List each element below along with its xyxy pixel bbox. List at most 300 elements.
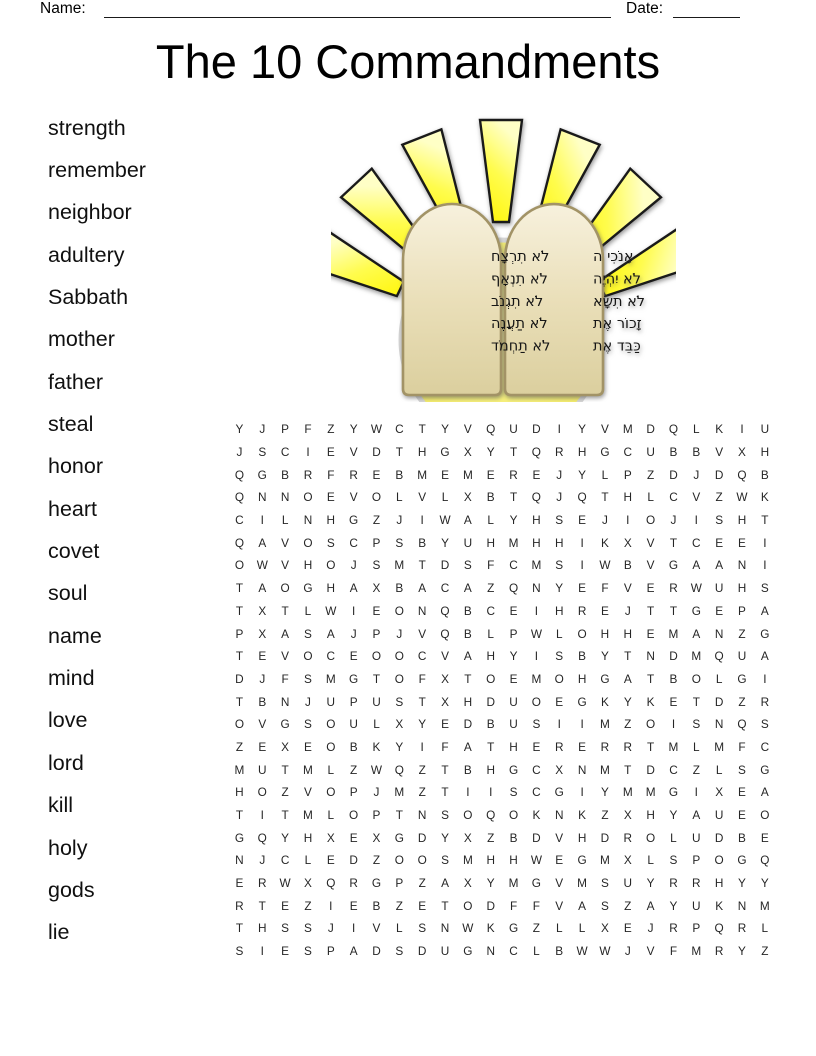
- grid-cell-r23c15[interactable]: L: [555, 921, 563, 936]
- grid-cell-r7c18[interactable]: B: [623, 558, 632, 573]
- grid-cell-r15c15[interactable]: R: [554, 739, 564, 754]
- grid-cell-r2c2[interactable]: S: [258, 445, 267, 460]
- grid-cell-r16c19[interactable]: D: [646, 762, 655, 777]
- grid-cell-r22c9[interactable]: E: [418, 898, 427, 913]
- grid-cell-r22c23[interactable]: N: [737, 898, 747, 913]
- grid-cell-r14c22[interactable]: N: [714, 717, 724, 732]
- grid-cell-r6c13[interactable]: M: [508, 535, 519, 550]
- grid-cell-r14c3[interactable]: G: [280, 717, 290, 732]
- grid-cell-r11c13[interactable]: Y: [509, 649, 518, 664]
- grid-cell-r14c17[interactable]: M: [600, 717, 610, 732]
- grid-cell-r13c10[interactable]: X: [441, 694, 449, 709]
- grid-cell-r5c11[interactable]: A: [463, 513, 472, 528]
- grid-cell-r13c3[interactable]: N: [280, 694, 290, 709]
- grid-cell-r4c23[interactable]: W: [736, 490, 748, 505]
- grid-cell-r20c21[interactable]: P: [692, 853, 701, 868]
- grid-cell-r6c11[interactable]: U: [463, 535, 473, 550]
- grid-cell-r5c7[interactable]: Z: [372, 513, 381, 528]
- grid-cell-r13c2[interactable]: B: [258, 694, 267, 709]
- grid-cell-r21c2[interactable]: R: [258, 876, 267, 891]
- grid-cell-r7c17[interactable]: W: [599, 558, 611, 573]
- grid-cell-r12c10[interactable]: X: [441, 671, 449, 686]
- grid-cell-r24c14[interactable]: L: [533, 944, 540, 959]
- grid-cell-r6c3[interactable]: V: [281, 535, 290, 550]
- grid-cell-r24c24[interactable]: Z: [761, 944, 769, 959]
- grid-cell-r17c16[interactable]: I: [580, 785, 584, 800]
- grid-cell-r1c14[interactable]: D: [532, 422, 541, 437]
- grid-cell-r11c9[interactable]: C: [417, 649, 427, 664]
- grid-cell-r17c20[interactable]: G: [668, 785, 679, 800]
- grid-cell-r5c20[interactable]: J: [670, 513, 677, 528]
- grid-cell-r6c7[interactable]: P: [372, 535, 381, 550]
- grid-cell-r11c11[interactable]: A: [463, 649, 472, 664]
- grid-cell-r14c16[interactable]: I: [580, 717, 584, 732]
- grid-cell-r6c24[interactable]: I: [763, 535, 767, 550]
- grid-cell-r1c20[interactable]: Q: [668, 422, 679, 437]
- grid-cell-r6c19[interactable]: V: [646, 535, 655, 550]
- grid-cell-r16c8[interactable]: Q: [394, 762, 404, 777]
- grid-cell-r9c24[interactable]: A: [760, 603, 769, 618]
- grid-cell-r19c12[interactable]: Z: [487, 830, 495, 845]
- grid-cell-r13c14[interactable]: O: [531, 694, 541, 709]
- grid-cell-r24c17[interactable]: W: [599, 944, 611, 959]
- grid-cell-r5c13[interactable]: Y: [509, 513, 518, 528]
- grid-cell-r17c23[interactable]: E: [738, 785, 746, 800]
- grid-cell-r7c1[interactable]: O: [234, 558, 245, 573]
- grid-cell-r22c7[interactable]: B: [372, 898, 381, 913]
- grid-cell-r17c6[interactable]: P: [349, 785, 358, 800]
- grid-cell-r20c22[interactable]: O: [714, 853, 724, 868]
- grid-cell-r5c10[interactable]: W: [439, 513, 451, 528]
- grid-cell-r19c3[interactable]: Y: [281, 830, 290, 845]
- grid-cell-r7c23[interactable]: N: [737, 558, 747, 573]
- grid-cell-r20c3[interactable]: C: [280, 853, 290, 868]
- grid-cell-r12c3[interactable]: F: [281, 671, 289, 686]
- grid-cell-r19c8[interactable]: G: [394, 830, 404, 845]
- grid-cell-r16c20[interactable]: C: [669, 762, 678, 777]
- grid-cell-r9c9[interactable]: N: [417, 603, 427, 618]
- grid-cell-r23c18[interactable]: E: [623, 921, 632, 936]
- grid-cell-r18c19[interactable]: H: [646, 808, 655, 823]
- grid-cell-r5c12[interactable]: L: [487, 513, 494, 528]
- grid-cell-r3c20[interactable]: D: [669, 467, 678, 482]
- grid-cell-r22c16[interactable]: A: [578, 898, 587, 913]
- grid-cell-r10c6[interactable]: J: [350, 626, 357, 641]
- grid-cell-r10c12[interactable]: L: [487, 626, 494, 641]
- grid-cell-r8c11[interactable]: A: [463, 581, 472, 596]
- grid-cell-r8c19[interactable]: E: [646, 581, 655, 596]
- grid-cell-r15c14[interactable]: E: [532, 739, 541, 754]
- grid-cell-r14c19[interactable]: O: [646, 717, 656, 732]
- grid-cell-r18c4[interactable]: M: [303, 808, 313, 823]
- grid-cell-r24c23[interactable]: Y: [738, 944, 746, 959]
- grid-cell-r1c22[interactable]: K: [715, 422, 724, 437]
- grid-cell-r10c14[interactable]: W: [530, 626, 542, 641]
- grid-cell-r21c15[interactable]: V: [555, 876, 564, 891]
- grid-cell-r23c20[interactable]: R: [669, 921, 678, 936]
- grid-cell-r15c17[interactable]: R: [600, 739, 610, 754]
- grid-cell-r9c15[interactable]: H: [554, 603, 564, 618]
- grid-cell-r5c19[interactable]: O: [646, 513, 656, 528]
- grid-cell-r3c19[interactable]: Z: [647, 467, 655, 482]
- grid-cell-r17c24[interactable]: A: [760, 785, 769, 800]
- grid-cell-r11c18[interactable]: T: [624, 649, 632, 664]
- grid-cell-r3c7[interactable]: E: [372, 467, 381, 482]
- grid-cell-r8c15[interactable]: Y: [555, 581, 564, 596]
- grid-cell-r18c5[interactable]: L: [327, 808, 335, 823]
- grid-cell-r6c21[interactable]: C: [692, 535, 701, 550]
- grid-cell-r18c7[interactable]: P: [372, 808, 381, 823]
- grid-cell-r11c10[interactable]: V: [441, 649, 449, 664]
- grid-cell-r6c16[interactable]: I: [580, 535, 584, 550]
- grid-cell-r8c12[interactable]: Z: [487, 581, 495, 596]
- grid-cell-r21c1[interactable]: E: [235, 876, 244, 891]
- grid-cell-r16c23[interactable]: S: [738, 762, 746, 777]
- grid-cell-r21c4[interactable]: X: [304, 876, 312, 891]
- grid-cell-r6c5[interactable]: S: [326, 535, 335, 550]
- grid-cell-r22c20[interactable]: Y: [669, 898, 678, 913]
- grid-cell-r14c8[interactable]: X: [395, 717, 404, 732]
- grid-cell-r15c4[interactable]: E: [304, 739, 312, 754]
- grid-cell-r24c12[interactable]: N: [486, 944, 495, 959]
- grid-cell-r23c22[interactable]: Q: [714, 921, 724, 936]
- grid-cell-r12c1[interactable]: D: [235, 671, 244, 686]
- grid-cell-r18c14[interactable]: K: [532, 808, 541, 823]
- grid-cell-r19c9[interactable]: D: [417, 830, 427, 845]
- grid-cell-r4c21[interactable]: V: [692, 490, 701, 505]
- grid-cell-r13c16[interactable]: G: [577, 694, 587, 709]
- grid-cell-r12c4[interactable]: S: [304, 671, 312, 686]
- grid-cell-r19c21[interactable]: U: [692, 830, 701, 845]
- grid-cell-r13c5[interactable]: U: [326, 694, 336, 709]
- grid-cell-r14c12[interactable]: B: [486, 717, 495, 732]
- grid-cell-r10c23[interactable]: Z: [738, 626, 746, 641]
- grid-cell-r5c6[interactable]: G: [349, 513, 359, 528]
- grid-cell-r11c24[interactable]: A: [760, 649, 769, 664]
- grid-cell-r6c12[interactable]: H: [486, 535, 495, 550]
- name-blank-line[interactable]: [104, 17, 611, 18]
- grid-cell-r9c5[interactable]: W: [325, 603, 337, 618]
- grid-cell-r15c20[interactable]: M: [668, 739, 679, 754]
- grid-cell-r22c12[interactable]: D: [486, 898, 495, 913]
- grid-cell-r7c16[interactable]: I: [580, 558, 584, 573]
- grid-cell-r2c12[interactable]: Y: [486, 445, 495, 460]
- grid-cell-r21c13[interactable]: M: [508, 876, 519, 891]
- grid-cell-r4c3[interactable]: N: [280, 490, 290, 505]
- grid-cell-r23c10[interactable]: N: [440, 921, 450, 936]
- grid-cell-r14c4[interactable]: S: [304, 717, 312, 732]
- grid-cell-r8c7[interactable]: X: [372, 581, 381, 596]
- grid-cell-r1c15[interactable]: I: [557, 422, 561, 437]
- grid-cell-r22c15[interactable]: V: [555, 898, 564, 913]
- grid-cell-r24c10[interactable]: U: [440, 944, 450, 959]
- grid-cell-r15c11[interactable]: A: [463, 739, 472, 754]
- grid-cell-r19c16[interactable]: H: [577, 830, 587, 845]
- grid-cell-r1c16[interactable]: Y: [578, 422, 587, 437]
- grid-cell-r9c7[interactable]: E: [372, 603, 381, 618]
- grid-cell-r11c5[interactable]: C: [326, 649, 336, 664]
- grid-cell-r12c13[interactable]: E: [509, 671, 518, 686]
- grid-cell-r20c14[interactable]: W: [530, 853, 542, 868]
- grid-cell-r1c6[interactable]: Y: [349, 422, 358, 437]
- grid-cell-r20c11[interactable]: M: [462, 853, 473, 868]
- grid-cell-r1c10[interactable]: Y: [441, 422, 449, 437]
- grid-cell-r2c23[interactable]: X: [738, 445, 746, 460]
- grid-cell-r10c11[interactable]: B: [463, 626, 472, 641]
- grid-cell-r20c12[interactable]: H: [486, 853, 495, 868]
- grid-cell-r16c15[interactable]: X: [555, 762, 564, 777]
- grid-cell-r23c1[interactable]: T: [235, 921, 244, 936]
- grid-cell-r24c21[interactable]: M: [691, 944, 702, 959]
- grid-cell-r18c8[interactable]: T: [395, 808, 403, 823]
- grid-cell-r20c17[interactable]: M: [600, 853, 610, 868]
- grid-cell-r21c17[interactable]: S: [600, 876, 609, 891]
- grid-cell-r12c14[interactable]: M: [531, 671, 542, 686]
- grid-cell-r15c24[interactable]: C: [760, 739, 770, 754]
- grid-cell-r21c9[interactable]: Z: [418, 876, 426, 891]
- grid-cell-r2c13[interactable]: T: [509, 445, 518, 460]
- grid-cell-r11c12[interactable]: H: [486, 649, 495, 664]
- grid-cell-r3c10[interactable]: E: [441, 467, 449, 482]
- grid-cell-r2c22[interactable]: V: [715, 445, 724, 460]
- grid-cell-r12c21[interactable]: O: [691, 671, 701, 686]
- grid-cell-r17c2[interactable]: O: [257, 785, 267, 800]
- grid-cell-r10c24[interactable]: G: [760, 626, 770, 641]
- grid-cell-r17c1[interactable]: H: [235, 785, 244, 800]
- grid-cell-r3c5[interactable]: F: [327, 467, 335, 482]
- grid-cell-r21c18[interactable]: U: [623, 876, 633, 891]
- grid-cell-r23c8[interactable]: L: [396, 921, 403, 936]
- grid-cell-r16c5[interactable]: L: [327, 762, 335, 777]
- grid-cell-r23c14[interactable]: Z: [532, 921, 540, 936]
- grid-cell-r17c21[interactable]: I: [694, 785, 698, 800]
- grid-cell-r10c3[interactable]: A: [281, 626, 290, 641]
- grid-cell-r6c2[interactable]: A: [258, 535, 267, 550]
- grid-cell-r18c23[interactable]: E: [738, 808, 746, 823]
- grid-cell-r16c4[interactable]: M: [303, 762, 313, 777]
- grid-cell-r7c12[interactable]: F: [487, 558, 495, 573]
- grid-cell-r7c15[interactable]: S: [555, 558, 564, 573]
- grid-cell-r6c6[interactable]: C: [349, 535, 358, 550]
- grid-cell-r24c9[interactable]: D: [417, 944, 427, 959]
- grid-cell-r5c3[interactable]: L: [281, 513, 289, 528]
- grid-cell-r13c24[interactable]: R: [760, 694, 770, 709]
- grid-cell-r8c18[interactable]: V: [623, 581, 632, 596]
- grid-cell-r22c10[interactable]: T: [441, 898, 449, 913]
- grid-cell-r4c8[interactable]: L: [396, 490, 403, 505]
- grid-cell-r8c21[interactable]: W: [690, 581, 702, 596]
- grid-cell-r19c10[interactable]: Y: [441, 830, 449, 845]
- grid-cell-r13c6[interactable]: P: [349, 694, 358, 709]
- grid-cell-r17c11[interactable]: I: [466, 785, 470, 800]
- grid-cell-r15c8[interactable]: Y: [395, 739, 404, 754]
- grid-cell-r13c17[interactable]: K: [600, 694, 609, 709]
- grid-cell-r4c4[interactable]: O: [303, 490, 313, 505]
- grid-cell-r4c17[interactable]: T: [601, 490, 609, 505]
- grid-cell-r15c3[interactable]: X: [281, 739, 290, 754]
- grid-cell-r8c13[interactable]: Q: [508, 581, 519, 596]
- grid-cell-r2c16[interactable]: H: [577, 445, 587, 460]
- grid-cell-r18c9[interactable]: N: [417, 808, 427, 823]
- grid-cell-r9c2[interactable]: X: [258, 603, 267, 618]
- grid-cell-r18c22[interactable]: U: [714, 808, 724, 823]
- grid-cell-r6c20[interactable]: T: [669, 535, 678, 550]
- grid-cell-r2c20[interactable]: B: [669, 445, 678, 460]
- grid-cell-r7c5[interactable]: O: [326, 558, 336, 573]
- grid-cell-r16c17[interactable]: M: [600, 762, 610, 777]
- grid-cell-r5c18[interactable]: I: [626, 513, 630, 528]
- grid-cell-r4c13[interactable]: T: [509, 490, 518, 505]
- grid-cell-r11c16[interactable]: B: [578, 649, 587, 664]
- grid-cell-r22c24[interactable]: M: [759, 898, 770, 913]
- grid-cell-r2c4[interactable]: I: [306, 445, 310, 460]
- grid-cell-r20c8[interactable]: O: [394, 853, 404, 868]
- grid-cell-r21c22[interactable]: H: [714, 876, 724, 891]
- grid-cell-r17c5[interactable]: O: [326, 785, 336, 800]
- grid-cell-r10c8[interactable]: J: [396, 626, 403, 641]
- grid-cell-r3c2[interactable]: G: [257, 467, 267, 482]
- grid-cell-r3c16[interactable]: Y: [578, 467, 587, 482]
- grid-cell-r5c2[interactable]: I: [260, 513, 264, 528]
- grid-cell-r14c1[interactable]: O: [234, 717, 245, 732]
- grid-cell-r10c10[interactable]: Q: [440, 626, 450, 641]
- grid-cell-r18c24[interactable]: O: [760, 808, 770, 823]
- grid-cell-r18c3[interactable]: T: [281, 808, 289, 823]
- grid-cell-r10c16[interactable]: O: [577, 626, 587, 641]
- grid-cell-r8c4[interactable]: G: [303, 581, 313, 596]
- grid-cell-r3c13[interactable]: R: [509, 467, 518, 482]
- grid-cell-r22c1[interactable]: R: [235, 898, 244, 913]
- grid-cell-r15c22[interactable]: M: [714, 739, 725, 754]
- grid-cell-r3c11[interactable]: M: [462, 467, 473, 482]
- grid-cell-r10c9[interactable]: V: [418, 626, 427, 641]
- grid-cell-r3c14[interactable]: E: [532, 467, 541, 482]
- grid-cell-r15c10[interactable]: F: [441, 739, 449, 754]
- grid-cell-r4c2[interactable]: N: [258, 490, 267, 505]
- grid-cell-r21c3[interactable]: W: [279, 876, 291, 891]
- grid-cell-r11c20[interactable]: D: [669, 649, 678, 664]
- grid-cell-r14c23[interactable]: Q: [737, 717, 747, 732]
- grid-cell-r21c24[interactable]: Y: [760, 876, 769, 891]
- grid-cell-r22c8[interactable]: Z: [395, 898, 403, 913]
- grid-cell-r2c3[interactable]: C: [280, 445, 290, 460]
- grid-cell-r16c18[interactable]: T: [624, 762, 632, 777]
- grid-cell-r8c8[interactable]: B: [395, 581, 404, 596]
- grid-cell-r4c10[interactable]: L: [441, 490, 449, 505]
- grid-cell-r7c20[interactable]: G: [668, 558, 679, 573]
- grid-cell-r18c18[interactable]: X: [623, 808, 632, 823]
- grid-cell-r10c21[interactable]: A: [692, 626, 701, 641]
- grid-cell-r8c24[interactable]: S: [760, 581, 769, 596]
- grid-cell-r16c7[interactable]: W: [370, 762, 383, 777]
- grid-cell-r13c18[interactable]: Y: [623, 694, 632, 709]
- grid-cell-r20c9[interactable]: O: [417, 853, 427, 868]
- grid-cell-r10c19[interactable]: E: [646, 626, 655, 641]
- grid-cell-r19c5[interactable]: X: [326, 830, 335, 845]
- grid-cell-r6c17[interactable]: K: [600, 535, 609, 550]
- grid-cell-r16c11[interactable]: B: [463, 762, 472, 777]
- grid-cell-r2c6[interactable]: V: [349, 445, 358, 460]
- grid-cell-r2c18[interactable]: C: [623, 445, 633, 460]
- grid-cell-r24c5[interactable]: P: [326, 944, 335, 959]
- grid-cell-r3c22[interactable]: D: [714, 467, 724, 482]
- grid-cell-r21c8[interactable]: P: [395, 876, 404, 891]
- grid-cell-r18c15[interactable]: N: [554, 808, 564, 823]
- grid-cell-r17c8[interactable]: M: [394, 785, 405, 800]
- grid-cell-r6c15[interactable]: H: [554, 535, 564, 550]
- grid-cell-r14c9[interactable]: Y: [418, 717, 427, 732]
- grid-cell-r20c24[interactable]: Q: [760, 853, 770, 868]
- grid-cell-r3c15[interactable]: J: [556, 467, 563, 482]
- grid-cell-r16c9[interactable]: Z: [418, 762, 426, 777]
- grid-cell-r4c15[interactable]: J: [556, 490, 563, 505]
- grid-cell-r24c15[interactable]: B: [555, 944, 564, 959]
- grid-cell-r20c23[interactable]: G: [737, 853, 747, 868]
- grid-cell-r23c9[interactable]: S: [418, 921, 427, 936]
- grid-cell-r1c11[interactable]: V: [463, 422, 472, 437]
- grid-cell-r8c2[interactable]: A: [258, 581, 267, 596]
- grid-cell-r20c19[interactable]: L: [647, 853, 654, 868]
- grid-cell-r10c4[interactable]: S: [304, 626, 312, 641]
- grid-cell-r4c9[interactable]: V: [418, 490, 427, 505]
- grid-cell-r8c5[interactable]: H: [326, 581, 336, 596]
- grid-cell-r12c19[interactable]: T: [647, 671, 655, 686]
- grid-cell-r19c1[interactable]: G: [234, 830, 245, 845]
- grid-cell-r2c11[interactable]: X: [463, 445, 472, 460]
- grid-cell-r2c8[interactable]: T: [395, 445, 403, 460]
- grid-cell-r3c18[interactable]: P: [623, 467, 632, 482]
- grid-cell-r19c17[interactable]: D: [600, 830, 610, 845]
- grid-cell-r16c22[interactable]: L: [715, 762, 723, 777]
- grid-cell-r13c12[interactable]: D: [486, 694, 495, 709]
- grid-cell-r10c13[interactable]: P: [509, 626, 518, 641]
- grid-cell-r10c15[interactable]: L: [555, 626, 563, 641]
- grid-cell-r15c21[interactable]: L: [693, 739, 700, 754]
- grid-cell-r9c3[interactable]: T: [281, 603, 289, 618]
- grid-cell-r18c20[interactable]: Y: [669, 808, 678, 823]
- grid-cell-r11c14[interactable]: I: [534, 649, 539, 664]
- grid-cell-r21c21[interactable]: R: [692, 876, 701, 891]
- grid-cell-r20c16[interactable]: G: [577, 853, 587, 868]
- grid-cell-r4c14[interactable]: Q: [531, 490, 541, 505]
- grid-cell-r6c1[interactable]: Q: [234, 535, 245, 550]
- grid-cell-r13c8[interactable]: S: [395, 694, 404, 709]
- grid-cell-r3c17[interactable]: L: [601, 467, 609, 482]
- grid-cell-r19c6[interactable]: E: [349, 830, 358, 845]
- grid-cell-r7c3[interactable]: V: [281, 558, 290, 573]
- grid-cell-r7c7[interactable]: S: [372, 558, 381, 573]
- grid-cell-r1c2[interactable]: J: [259, 422, 266, 437]
- grid-cell-r9c16[interactable]: R: [577, 603, 587, 618]
- grid-cell-r8c23[interactable]: H: [737, 581, 747, 596]
- grid-cell-r22c18[interactable]: Z: [624, 898, 632, 913]
- grid-cell-r6c22[interactable]: E: [715, 535, 724, 550]
- grid-cell-r19c4[interactable]: H: [303, 830, 313, 845]
- grid-cell-r10c20[interactable]: M: [668, 626, 679, 641]
- grid-cell-r20c6[interactable]: D: [349, 853, 358, 868]
- grid-cell-r17c14[interactable]: C: [532, 785, 541, 800]
- grid-cell-r23c16[interactable]: L: [578, 921, 586, 936]
- grid-cell-r12c20[interactable]: B: [669, 671, 678, 686]
- grid-cell-r3c21[interactable]: J: [693, 467, 700, 482]
- grid-cell-r17c3[interactable]: Z: [281, 785, 289, 800]
- grid-cell-r18c17[interactable]: Z: [601, 808, 609, 823]
- grid-cell-r11c15[interactable]: S: [555, 649, 564, 664]
- grid-cell-r9c18[interactable]: J: [624, 603, 631, 618]
- grid-cell-r3c12[interactable]: E: [486, 467, 495, 482]
- grid-cell-r18c2[interactable]: I: [260, 808, 264, 823]
- grid-cell-r22c19[interactable]: A: [646, 898, 655, 913]
